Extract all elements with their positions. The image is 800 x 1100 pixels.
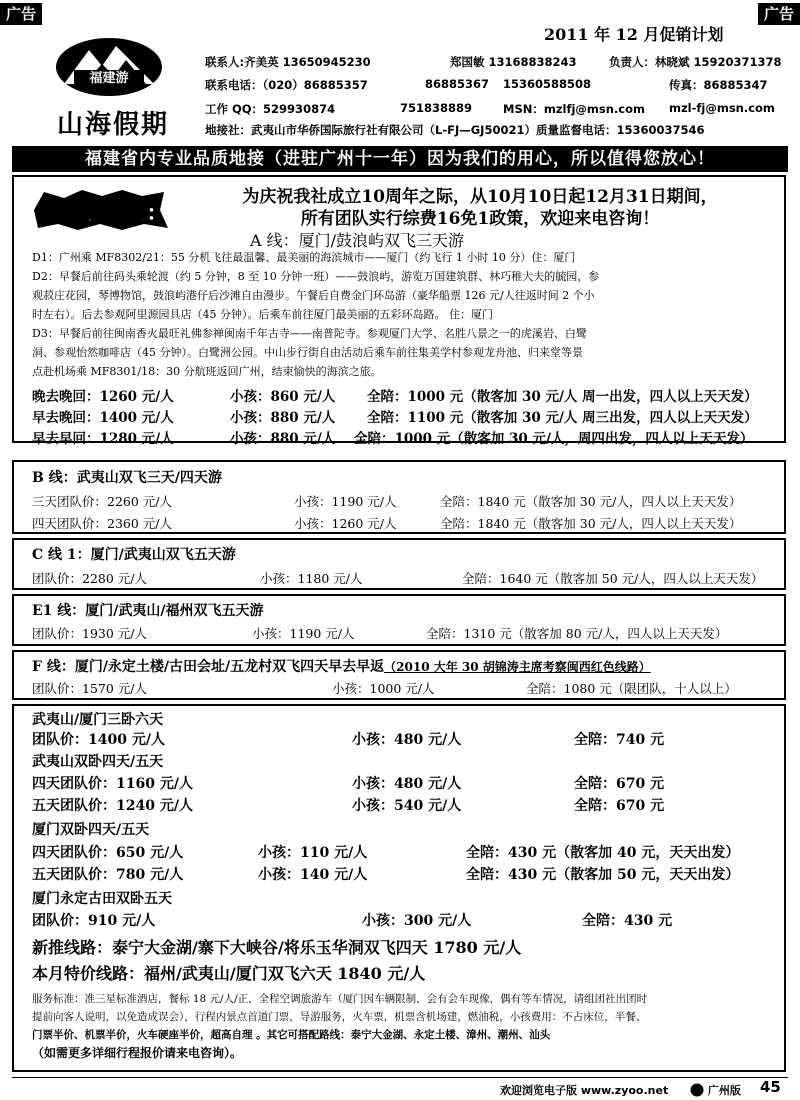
price-child: 小孩：1190 元/人	[252, 626, 355, 641]
contact-msn: MSN：mzlfj@msn.com	[503, 102, 645, 116]
promo-line-2: 所有团队实行综费16免1政策，欢迎来电咨询！	[300, 209, 660, 229]
promo-badge	[30, 188, 170, 232]
price-adult: 早去晚回：1400 元/人	[32, 410, 174, 426]
itinerary-d3-1: D3：早餐后前往闽南香火最旺礼佛参禅闽南千年古寺——南普陀寺。参观厦门大学、名胜八景之一的虎溪岩、白鹭	[32, 327, 587, 340]
price-child: 小孩：880 元/人	[230, 410, 336, 426]
price-child: 小孩：140 元/人	[258, 867, 368, 883]
service-note-line: 门票半价、机票半价，火车硬座半价，超高自理 。其它可搭配路线：泰宁大金湖、永定土楼、漳州、潮州、汕头	[32, 1029, 551, 1041]
page-number: 45	[760, 1078, 781, 1096]
itinerary-d2-1: D2：早餐后前往码头乘轮渡（约 5 分钟，8 至 10 分钟一班）——鼓浪屿，游览万国建筑群、林巧稚大夫的毓园，参	[32, 270, 600, 283]
footer-edition-text: 广州版	[707, 1084, 741, 1097]
itinerary-d2-2: 观菽庄花园，琴博物馆，鼓浪屿港仔后沙滩自由漫步。午餐后自费金门环岛游（豪华船票 126 元/人往返时间 2 个小	[32, 289, 595, 302]
price-escort: 全陪：430 元	[582, 913, 673, 929]
contact-agency: 地接社：武夷山市华侨国际旅行社有限公司（L-FJ—GJ50021）质量监督电话：15360037546	[205, 123, 705, 137]
mountain-logo-icon	[54, 36, 164, 98]
train-line-4-title: 厦门永定古田双卧五天	[32, 891, 172, 907]
price-adult: 团队价：2280 元/人	[32, 571, 147, 586]
special-line-promo: 本月特价线路：福州/武夷山/厦门双飞六天 1840 元/人	[32, 964, 426, 983]
line-c-title: C 线 1：厦门/武夷山双飞五天游	[32, 547, 236, 563]
page-title: 2011 年 12 月促销计划	[544, 25, 724, 44]
price-adult: 晚去晚回：1260 元/人	[32, 389, 174, 405]
promo-badge-label: 特大喜讯:	[42, 197, 158, 226]
price-child: 小孩：1190 元/人	[294, 494, 397, 509]
price-child: 小孩：860 元/人	[230, 389, 336, 405]
itinerary-d2-3: 时左右）。后去参观阿里源园具店（45 分钟）。后乘车前往厦门最美丽的五彩环岛路。 住：厦门	[32, 308, 493, 321]
logo-name: 山海假期	[56, 110, 169, 140]
logo-tagline: 福建游	[89, 71, 129, 86]
price-child: 小孩：880 元/人	[230, 431, 336, 447]
contact-qq-2: 751838889	[400, 101, 473, 115]
new-line-promo: 新推线路：泰宁大金湖/寨下大峡谷/将乐玉华洞双飞四天 1780 元/人	[32, 938, 522, 957]
price-escort: 全陪：740 元	[574, 732, 665, 748]
contact-person-2: 郑国敏 13168838243	[450, 55, 577, 69]
line-a-title: A 线：厦门/鼓浪屿双飞三天游	[250, 231, 465, 250]
price-adult: 三天团队价：2260 元/人	[32, 494, 172, 509]
company-logo	[38, 36, 188, 140]
itinerary-d3-2: 洞、参观怡然咖啡店（45 分钟）。白鹭洲公园。中山步行街自由活动后乘车前往集美学村参观龙舟池、归来堂等景	[32, 346, 583, 359]
ad-label-right: 广告	[758, 3, 800, 25]
contact-fax: 传真：86885347	[669, 78, 768, 92]
itinerary-d3-3: 点赴机场乘 MF8301/18：30 分航班返回广州，结束愉快的海滨之旅。	[32, 365, 382, 378]
price-adult: 五天团队价：780 元/人	[32, 867, 184, 883]
price-escort: 全陪：1640 元（散客加 50 元/人，四人以上天天发）	[462, 571, 764, 586]
price-adult: 团队价：910 元/人	[32, 913, 156, 929]
line-f-title-text: F 线：厦门/永定土楼/古田会址/五龙村双飞四天早去早返	[32, 659, 385, 675]
price-child: 小孩：480 元/人	[352, 776, 462, 792]
service-notes	[32, 990, 780, 1062]
price-child: 小孩：480 元/人	[352, 732, 462, 748]
edition-badge-icon	[690, 1083, 704, 1097]
price-adult: 四天团队价：1160 元/人	[32, 776, 193, 792]
price-escort: 全陪：1000 元（散客加 30 元/人 周一出发，四人以上天天发）	[367, 389, 758, 405]
price-adult: 五天团队价：1240 元/人	[32, 798, 193, 814]
line-f-title	[32, 656, 651, 676]
price-adult: 四天团队价：650 元/人	[32, 845, 184, 861]
contact-manager: 负责人：林晓斌 15920371378	[609, 55, 782, 69]
line-b-title: B 线：武夷山双飞三天/四天游	[32, 470, 222, 486]
train-line-2-title: 武夷山双卧四天/五天	[32, 754, 164, 770]
footer-divider	[12, 1077, 788, 1078]
price-escort: 全陪：1100 元（散客加 30 元/人 周三出发，四人以上天天发）	[367, 410, 758, 426]
slogan-banner: 福建省内专业品质地接（进驻广州十一年）因为我们的用心，所以值得您放心！	[12, 146, 788, 172]
contact-person-1: 联系人:齐美英 13650945230	[205, 55, 371, 69]
promo-line-1: 为庆祝我社成立10周年之际，从10月10日起12月31日期间，	[242, 187, 718, 207]
service-note-line: （如需更多详细行程报价请来电咨询）。	[32, 1046, 243, 1060]
price-escort: 全陪：1840 元（散客加 30 元/人，四人以上天天发）	[440, 516, 742, 531]
price-child: 小孩：1260 元/人	[294, 516, 397, 531]
price-child: 小孩：300 元/人	[362, 913, 472, 929]
price-adult: 团队价：1400 元/人	[32, 732, 165, 748]
contact-phone-2: 86885367	[425, 77, 490, 91]
footer-edition	[690, 1082, 741, 1098]
price-adult: 团队价：1570 元/人	[32, 681, 147, 696]
ad-label-left: 广告	[0, 3, 42, 25]
price-escort: 全陪：430 元（散客加 40 元，天天出发）	[466, 845, 740, 861]
contact-mobile: 15360588508	[503, 77, 592, 91]
price-adult: 早去早回：1280 元/人	[32, 431, 174, 447]
price-escort: 全陪：1080 元（限团队，十人以上）	[526, 681, 737, 696]
line-e-title: E1 线：厦门/武夷山/福州双飞五天游	[32, 603, 264, 619]
price-adult: 团队价：1930 元/人	[32, 626, 147, 641]
price-escort: 全陪：430 元（散客加 50 元，天天出发）	[466, 867, 740, 883]
price-child: 小孩：110 元/人	[258, 845, 368, 861]
price-child: 小孩：540 元/人	[352, 798, 462, 814]
footer-website: 欢迎浏览电子版 www.zyoo.net	[500, 1084, 669, 1097]
contact-msn-2: mzl-fj@msn.com	[669, 101, 775, 115]
contact-phone: 联系电话：（020）86885357	[205, 78, 368, 92]
price-escort: 全陪：1840 元（散客加 30 元/人，四人以上天天发）	[440, 494, 742, 509]
line-f-note: （2010 大年 30 胡锦涛主席考察闽西红色线路）	[384, 660, 651, 674]
price-escort: 全陪：670 元	[574, 798, 665, 814]
price-escort: 全陪：1000 元（散客加 30 元/人，周四出发，四人以上天天发）	[354, 431, 754, 447]
price-child: 小孩：1180 元/人	[260, 571, 363, 586]
price-escort: 全陪：1310 元（散客加 80 元/人，四人以上天天发）	[426, 626, 728, 641]
itinerary-d1: D1：广州乘 MF8302/21：55 分机飞往最温馨、最美丽的海滨城市——厦门（约飞行 1 小时 10 分）住：厦门	[32, 251, 576, 264]
service-note-line: 服务标准：准三星标准酒店，餐标 18 元/人/正，全程空调旅游车（厦门因车辆限制，会有会车现像，偶有等车情况，请组团社出团时	[32, 993, 648, 1005]
train-line-3-title: 厦门双卧四天/五天	[32, 822, 150, 838]
service-note-line: 提前向客人说明，以免造成误会），行程内景点首道门票，导游服务，火车票，机票含机场建，燃油税，小孩费用：不占床位，半餐、	[32, 1011, 647, 1023]
contact-qq: 工作 QQ：529930874	[205, 102, 336, 116]
train-line-1-title: 武夷山/厦门三卧六天	[32, 712, 164, 728]
price-adult: 四天团队价：2360 元/人	[32, 516, 172, 531]
price-escort: 全陪：670 元	[574, 776, 665, 792]
price-child: 小孩：1000 元/人	[332, 681, 435, 696]
